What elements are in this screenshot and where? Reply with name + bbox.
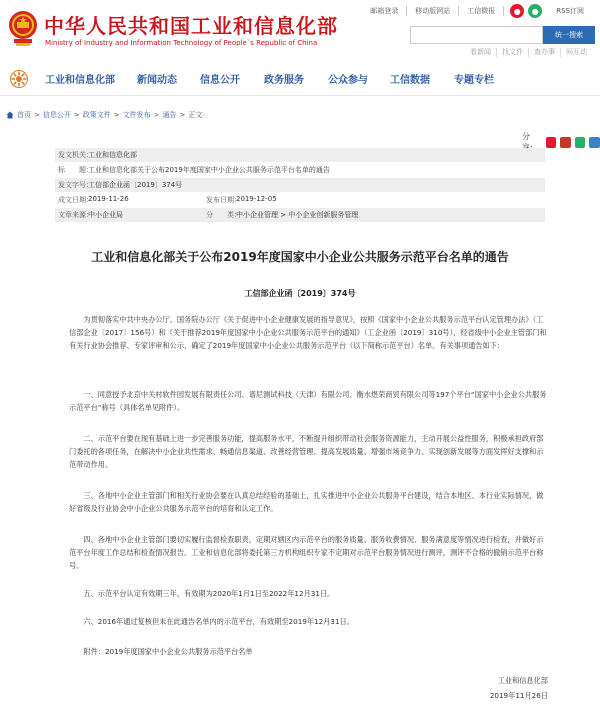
nav-item-gov-services[interactable]: 政务服务 — [264, 75, 304, 86]
breadcrumb-current: 正文 — [188, 111, 203, 119]
top-links — [362, 4, 592, 18]
paragraph-2: 二、示范平台要在现有基础上进一步完善服务功能，提高服务水平，不断提升组织带动社会服务资源能力，主动开展公益性服务，积极承担政府部门委托的各项任务，在解决中小企业共性需求、畅通信息渠道、改善经营管理、提高发展质量、增强市场竞争力、实现创新发展等方面发挥好支撑和示范带动作用。 — [69, 434, 544, 469]
quick-link-services[interactable]: 查办事 — [529, 48, 561, 57]
paragraph-3: 三、各地中小企业主管部门和相关行业协会要在认真总结经验的基础上，扎实推进中小企业公共服务平台建设，结合本地区、本行业实际情况，做好省级及行业协会中小企业公共服务示范平台的培育和认定工作。 — [69, 491, 544, 513]
breadcrumb-home-icon — [6, 111, 14, 119]
search-button[interactable]: 统一搜索 — [543, 26, 595, 44]
document-meta-table — [55, 148, 545, 223]
breadcrumb-file-release[interactable]: 文件发布 — [122, 111, 151, 119]
main-nav — [0, 62, 600, 96]
share-qzone-icon[interactable] — [560, 137, 571, 148]
breadcrumb-notice[interactable]: 通告 — [162, 111, 177, 119]
quick-link-interaction[interactable]: 问互动 — [566, 48, 587, 56]
breadcrumb-info-disclosure[interactable]: 信息公开 — [42, 111, 71, 119]
meta-row-doc-no: 发文字号： 工信部企业函〔2019〕374号 — [55, 178, 545, 193]
wechat-news-link[interactable]: 工信微报 — [459, 6, 504, 16]
meta-row-source: 文章来源： 中小企业局 分 类： 中小企业管理 > 中小企业创新服务管理 — [55, 208, 545, 223]
search-input[interactable] — [410, 26, 543, 44]
nav-item-topics[interactable]: 专题专栏 — [454, 75, 494, 86]
site-title[interactable]: 中华人民共和国工业和信息化部 — [44, 14, 338, 38]
nav-item-info-disclosure[interactable]: 信息公开 — [200, 75, 240, 86]
weibo-icon[interactable]: ● — [510, 4, 524, 18]
breadcrumb: 首页 > 信息公开 > 政策文件 > 文件发布 > 通告 > 正文 — [6, 110, 202, 120]
nav-item-news[interactable]: 新闻动态 — [137, 75, 177, 86]
paragraph-5: 五、示范平台认定有效期三年，有效期为2020年1月1日至2022年12月31日。 — [83, 589, 335, 598]
article-doc-number: 工信部企业函〔2019〕374号 — [244, 289, 356, 298]
paragraph-1: 一、同意授予北京中关村软件园发展有限责任公司、谱尼测试科技（天津）有限公司、衡水煜荣商贸有限公司等197个平台“国家中小企业公共服务示范平台”称号（具体名单见附件）。 — [69, 390, 547, 412]
home-icon[interactable] — [10, 70, 28, 88]
article-title: 工业和信息化部关于公布2019年度国家中小企业公共服务示范平台名单的通告 — [91, 250, 509, 264]
breadcrumb-policy-files[interactable]: 政策文件 — [82, 111, 111, 119]
paragraph-6: 六、2016年通过复核但未在此通告名单内的示范平台，有效期至2019年12月31日。 — [83, 617, 354, 626]
rss-link[interactable]: RSS订阅 — [556, 7, 584, 15]
social-icons — [504, 4, 548, 18]
quick-link-news[interactable]: 看新闻 — [465, 48, 497, 57]
attachment-link[interactable]: 附件：2019年度国家中小企业公共服务示范平台名单 — [83, 647, 253, 656]
mail-login-link[interactable]: 邮箱登录 — [362, 6, 407, 16]
share-label: 分 — [522, 132, 530, 141]
share-more-icon[interactable] — [589, 137, 600, 148]
breadcrumb-home[interactable]: 首页 — [17, 111, 31, 119]
site-header — [0, 0, 600, 60]
mobile-site-link[interactable]: 移动版网站 — [407, 6, 459, 16]
share-wechat-icon[interactable] — [575, 137, 586, 148]
nav-item-public-participation[interactable]: 公众参与 — [328, 75, 368, 86]
paragraph-4: 四、各地中小企业主管部门要切实履行监督检查职责，定期对辖区内示范平台的服务质量、服务收费情况、服务满意度等情况进行检查，并做好示范平台年度工作总结和检查情况报告。工业和信息化部将委托第三方机构组织专家不定期对示范平台服务情况进行测评，测评不合格的撤销示范平台称号。 — [69, 535, 544, 570]
nav-item-ministry[interactable]: 工业和信息化部 — [45, 75, 115, 86]
meta-row-title: 标 题： 工业和信息化部关于公布2019年度国家中小企业公共服务示范平台名单的通告 — [55, 163, 545, 178]
share-weibo-icon[interactable] — [546, 137, 557, 148]
nav-item-data[interactable]: 工信数据 — [390, 75, 430, 86]
national-emblem-icon — [8, 8, 38, 48]
wechat-icon[interactable]: ● — [528, 4, 542, 18]
quick-link-files[interactable]: 找文件 — [497, 48, 529, 57]
meta-row-issuer: 发文机关： 工业和信息化部 — [55, 148, 545, 163]
paragraph-intro: 为贯彻落实中共中央办公厅、国务院办公厅《关于促进中小企业健康发展的指导意见》，按照《国家中小企业公共服务示范平台认定管理办法》（工信部企业〔2017〕156号）和《关于推荐2019年度国家中小企业公共服务示范平台的通知》（工企业函〔2019〕310号），经省级中小企业主管部门和有关行业协会推荐、专家评审和公示，确定了2019年度国家中小企业公共服务示范平台（以下简称示范平台）名单。有关事项通告如下： — [69, 315, 547, 350]
meta-row-dates: 成文日期： 2019-11-26 发布日期： 2019-12-05 — [55, 193, 545, 208]
signature-org: 工业和信息化部 — [497, 676, 548, 685]
site-subtitle: Ministry of Industry and Information Technology of People`s Republic of China — [45, 39, 318, 47]
quick-links — [465, 48, 592, 57]
signature-date: 2019年11月26日 — [489, 691, 548, 700]
nav-items — [45, 71, 514, 86]
